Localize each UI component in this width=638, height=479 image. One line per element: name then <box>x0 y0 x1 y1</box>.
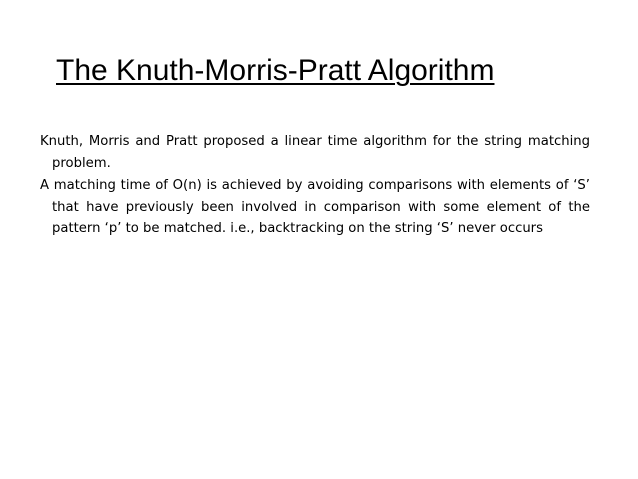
body-paragraph: A matching time of O(n) is achieved by avoiding comparisons with elements of ‘S’ that have previously been involved in comparison with some element of the pattern ‘p’ to be matched. i.e., backtracking on the string ‘S’ never occurs <box>40 178 590 236</box>
slide-title: The Knuth-Morris-Pratt Algorithm <box>56 54 495 87</box>
slide-body <box>40 131 590 241</box>
body-paragraph: Knuth, Morris and Pratt proposed a linear time algorithm for the string matching problem. <box>40 134 590 171</box>
